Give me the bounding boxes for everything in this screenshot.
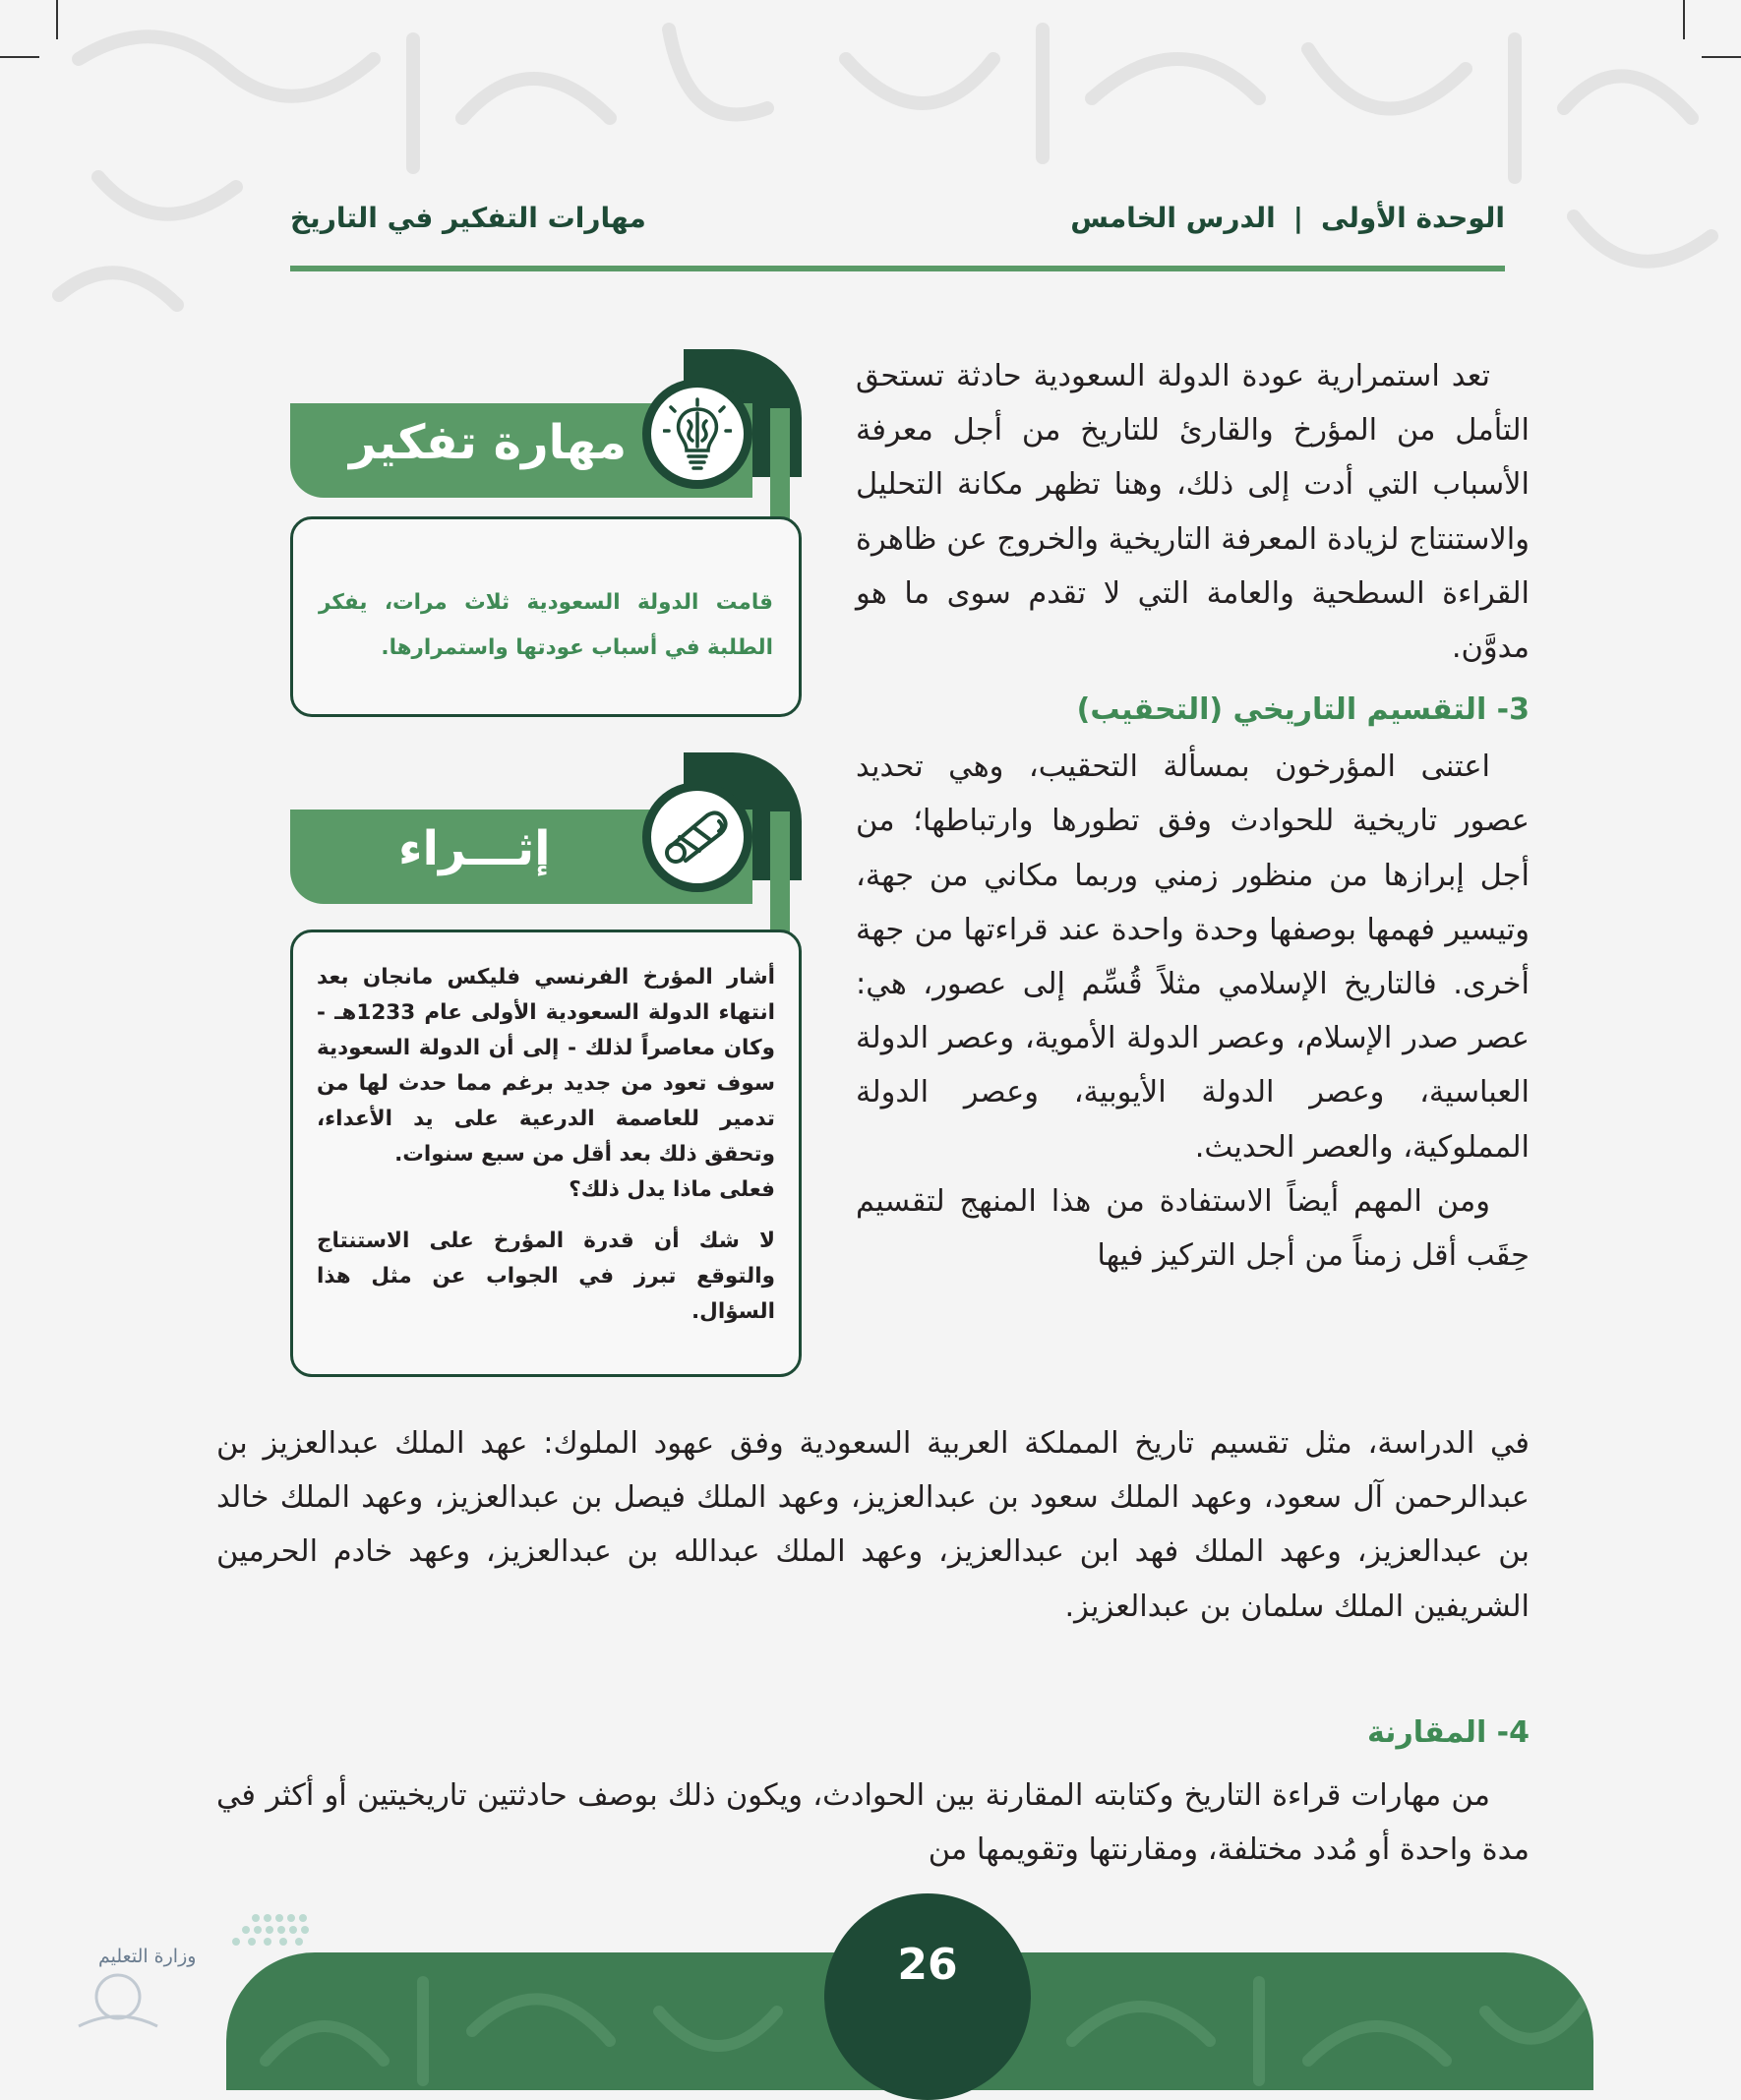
header-divider: [290, 266, 1505, 271]
section-3-heading: 3- التقسيم التاريخي (التحقيب): [1076, 692, 1530, 728]
section-3-text-2: ومن المهم أيضاً الاستفادة من هذا المنهج لتقسيم حِقَب أقل زمناً من أجل التركيز فيها: [856, 1183, 1530, 1274]
thinking-skill-box: [290, 349, 802, 723]
crop-mark: [0, 56, 39, 58]
main-column: [856, 349, 1530, 1283]
intro-text: تعد استمرارية عودة الدولة السعودية حادثة تستحق التأمل من المؤرخ والقارئ للتاريخ من أجل معرفة الأسباب التي أدت إلى ذلك، وهنا تظهر مكانة التحليل والاستنتاج لزيادة المعرفة التاريخية والخروج عن ظاهرة القراءة السطحية والعامة التي لا تقدم سوى ما هو مدوَّن.: [856, 359, 1530, 666]
section-4-paragraph: [216, 1769, 1530, 1877]
header-separator: |: [1292, 202, 1303, 234]
thinking-text-box: [290, 516, 802, 717]
section-3-text: اعتنى المؤرخون بمسألة التحقيب، وهي تحديد عصور تاريخية للحوادث وفق تطورها وارتباطها؛ من أجل إبرازها من منظور زمني وربما مكاني من جهة، وتيسير فهمها بوصفها وحدة واحدة عند قراءتها من جهة أخرى. فالتاريخ الإسلامي مثلاً قُسِّم إلى عصور، هي: عصر صدر الإسلام، وعصر الدولة الأموية، وعصر الدولة العباسية، وعصر الدولة الأيوبية، وعصر الدولة المملوكية، والعصر الحديث.: [856, 750, 1530, 1165]
enrichment-answer: لا شك أن قدرة المؤرخ على الاستنتاج والتوقع تبرز في الجواب عن مثل هذا السؤال.: [317, 1229, 775, 1324]
unit-label: الوحدة الأولى: [1321, 202, 1505, 234]
enrichment-text-box: [290, 930, 802, 1377]
enrichment-title: إثـــراء: [398, 821, 551, 876]
circle-badge: [642, 782, 752, 892]
section-3-paragraph-2: [856, 1174, 1530, 1283]
enrichment-text: أشار المؤرخ الفرنسي فليكس مانجان بعد انتهاء الدولة السعودية الأولى عام 1233هـ - وكان معاصراً لذلك - إلى أن الدولة السعودية سوف تعود من جديد برغم مما حدث لها من تدمير للعاصمة الدرعية على يد الأعداء، وتحقق ذلك بعد أقل من سبع سنوات.: [317, 965, 776, 1167]
thinking-text: قامت الدولة السعودية ثلاث مرات، يفكر الطلبة في أسباب عودتها واستمرارها.: [319, 590, 773, 660]
scroll-icon: [660, 808, 735, 867]
crop-mark: [56, 0, 58, 39]
page-number-circle: [824, 1893, 1031, 2100]
ministry-logo-text: وزارة التعليم: [98, 1946, 197, 1967]
brain-bulb-icon: [663, 397, 732, 470]
intro-paragraph: [856, 349, 1530, 675]
ministry-logo: [59, 1898, 334, 2046]
book-title: مهارات التفكير في التاريخ: [290, 202, 646, 234]
header-unit-lesson: [1070, 202, 1505, 234]
enrichment-question: فعلى ماذا يدل ذلك؟: [569, 1177, 775, 1202]
background-calligraphy: [0, 0, 1741, 374]
section-4-heading: 4- المقارنة: [1366, 1715, 1530, 1750]
page-number: 26: [897, 1940, 958, 1990]
section-3-paragraph: [856, 740, 1530, 1174]
enrichment-box: [290, 752, 802, 1382]
crop-mark: [1702, 56, 1741, 58]
page-header: [290, 202, 1505, 241]
section-4-text: من مهارات قراءة التاريخ وكتابته المقارنة بين الحوادث، ويكون ذلك بوصف حادثتين تاريخيتين أو أكثر في مدة واحدة أو مُدد مختلفة، ومقارنتها وتقويمها من: [216, 1778, 1530, 1868]
circle-badge: [642, 379, 752, 489]
section-3-continuation: في الدراسة، مثل تقسيم تاريخ المملكة العربية السعودية وفق عهود الملوك: عهد الملك عبدالعزيز بن عبدالرحمن آل سعود، وعهد الملك سعود بن عبدالعزيز، وعهد الملك فيصل بن عبدالعزيز، وعهد الملك خالد بن عبدالعزيز، وعهد الملك فهد ابن عبدالعزيز، وعهد الملك عبدالله بن عبدالعزيز، وعهد خادم الحرمين الشريفين الملك سلمان بن عبدالعزيز.: [216, 1426, 1530, 1624]
lesson-label: الدرس الخامس: [1070, 202, 1276, 234]
crop-mark: [1683, 0, 1685, 39]
thinking-title: مهارة تفكير: [349, 415, 628, 470]
